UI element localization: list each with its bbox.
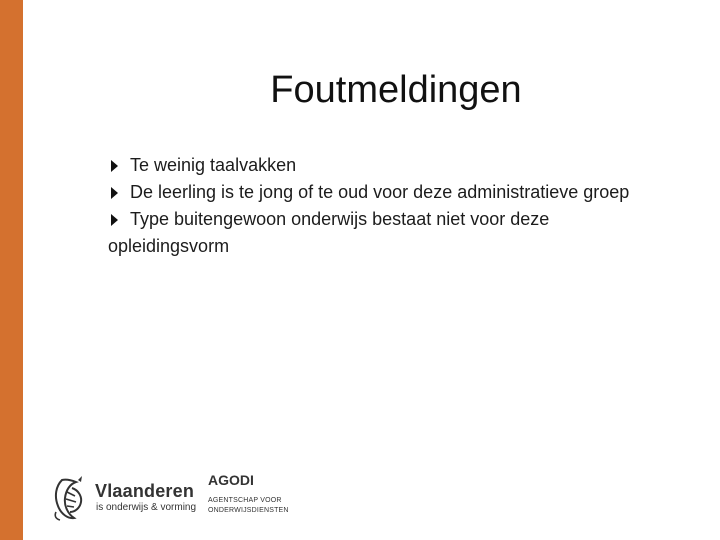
agodi-logo-text: AGODI [208,472,254,488]
bullet-text: De leerling is te jong of te oud voor deze administratieve groep [130,182,630,202]
bullet-item [108,206,648,260]
triangle-right-icon [111,187,118,199]
triangle-right-icon [111,214,118,226]
footer-logos [48,466,298,526]
bullet-item [108,179,648,206]
bullet-item [108,152,648,179]
accent-side-bar [0,0,23,540]
vlaanderen-logo-text: Vlaanderen [95,481,195,501]
slide-title: Foutmeldingen [270,69,522,111]
bullet-list [108,152,648,260]
agodi-subtitle: AGENTSCHAP VOOR ONDERWIJSDIENSTEN [208,497,289,514]
flemish-lion-icon [48,472,90,522]
triangle-right-icon [111,160,118,172]
bullet-text: Type buitengewoon onderwijs bestaat niet voor deze opleidingsvorm [108,209,550,256]
vlaanderen-tagline: is onderwijs & vorming [96,502,197,513]
bullet-text: Te weinig taalvakken [130,155,297,175]
